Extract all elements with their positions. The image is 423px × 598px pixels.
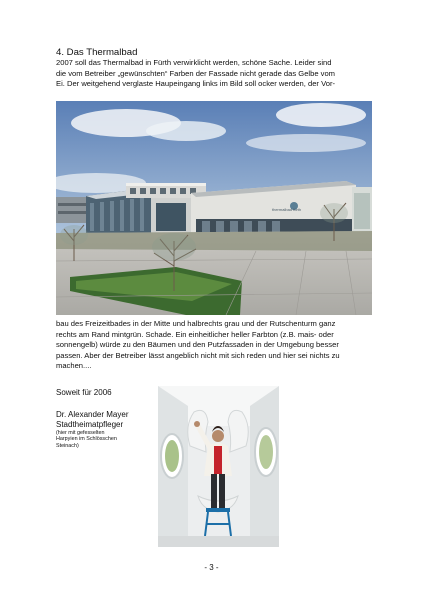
paragraph-line: Ei. Der weitgehend verglaste Haupeingang links im Bild soll ocker werden, der Vor- xyxy=(56,79,335,88)
facade-sign: thermalbad fürth xyxy=(272,207,302,212)
author-note-line: Steinach) xyxy=(56,442,79,449)
paragraph-top xyxy=(56,58,374,90)
author-note-line: (hier mit gefesselten xyxy=(56,430,105,436)
paragraph-line: 2007 soll das Thermalbad in Fürth verwirklicht werden, schöne Sache. Leider sind xyxy=(56,58,332,67)
paragraph-line: bau des Freizeitbades in der Mitte und halbrechts grau und der Rutschenturm ganz xyxy=(56,319,336,328)
author-note xyxy=(56,430,152,449)
paragraph-line: passen. Aber der Betreiber lässt angeblich nicht mit sich reden und hier sei nichts zu xyxy=(56,350,340,360)
page-number: - 3 - xyxy=(204,563,219,572)
author-name: Dr. Alexander Mayer xyxy=(56,410,129,419)
section-heading: 4. Das Thermalbad xyxy=(56,47,138,58)
paragraph-line: sonnengelb) würde zu den Bäumen und den Putzfassaden in der Umgebung besser xyxy=(56,340,339,349)
author-note-line: Harpyien im Schlösschen xyxy=(56,436,117,443)
thermalbad-rendering-image xyxy=(56,101,372,315)
paragraph-line: die vom Betreiber „gewünschten“ Farben der Fassade nicht gerade das Gelbe vom xyxy=(56,68,336,78)
paragraph-line: rechts am Rand mintgrün. Schade. Ein einheitlicher heller Farbton (z.B. mais- oder xyxy=(56,329,334,339)
author-title: Stadtheimatpfleger xyxy=(56,419,124,429)
paragraph-bottom xyxy=(56,319,374,372)
closing-label: Soweit für 2006 xyxy=(56,388,112,397)
author-block xyxy=(56,410,152,449)
author-portrait-image xyxy=(158,386,279,547)
paragraph-line: machen.... xyxy=(56,361,92,370)
